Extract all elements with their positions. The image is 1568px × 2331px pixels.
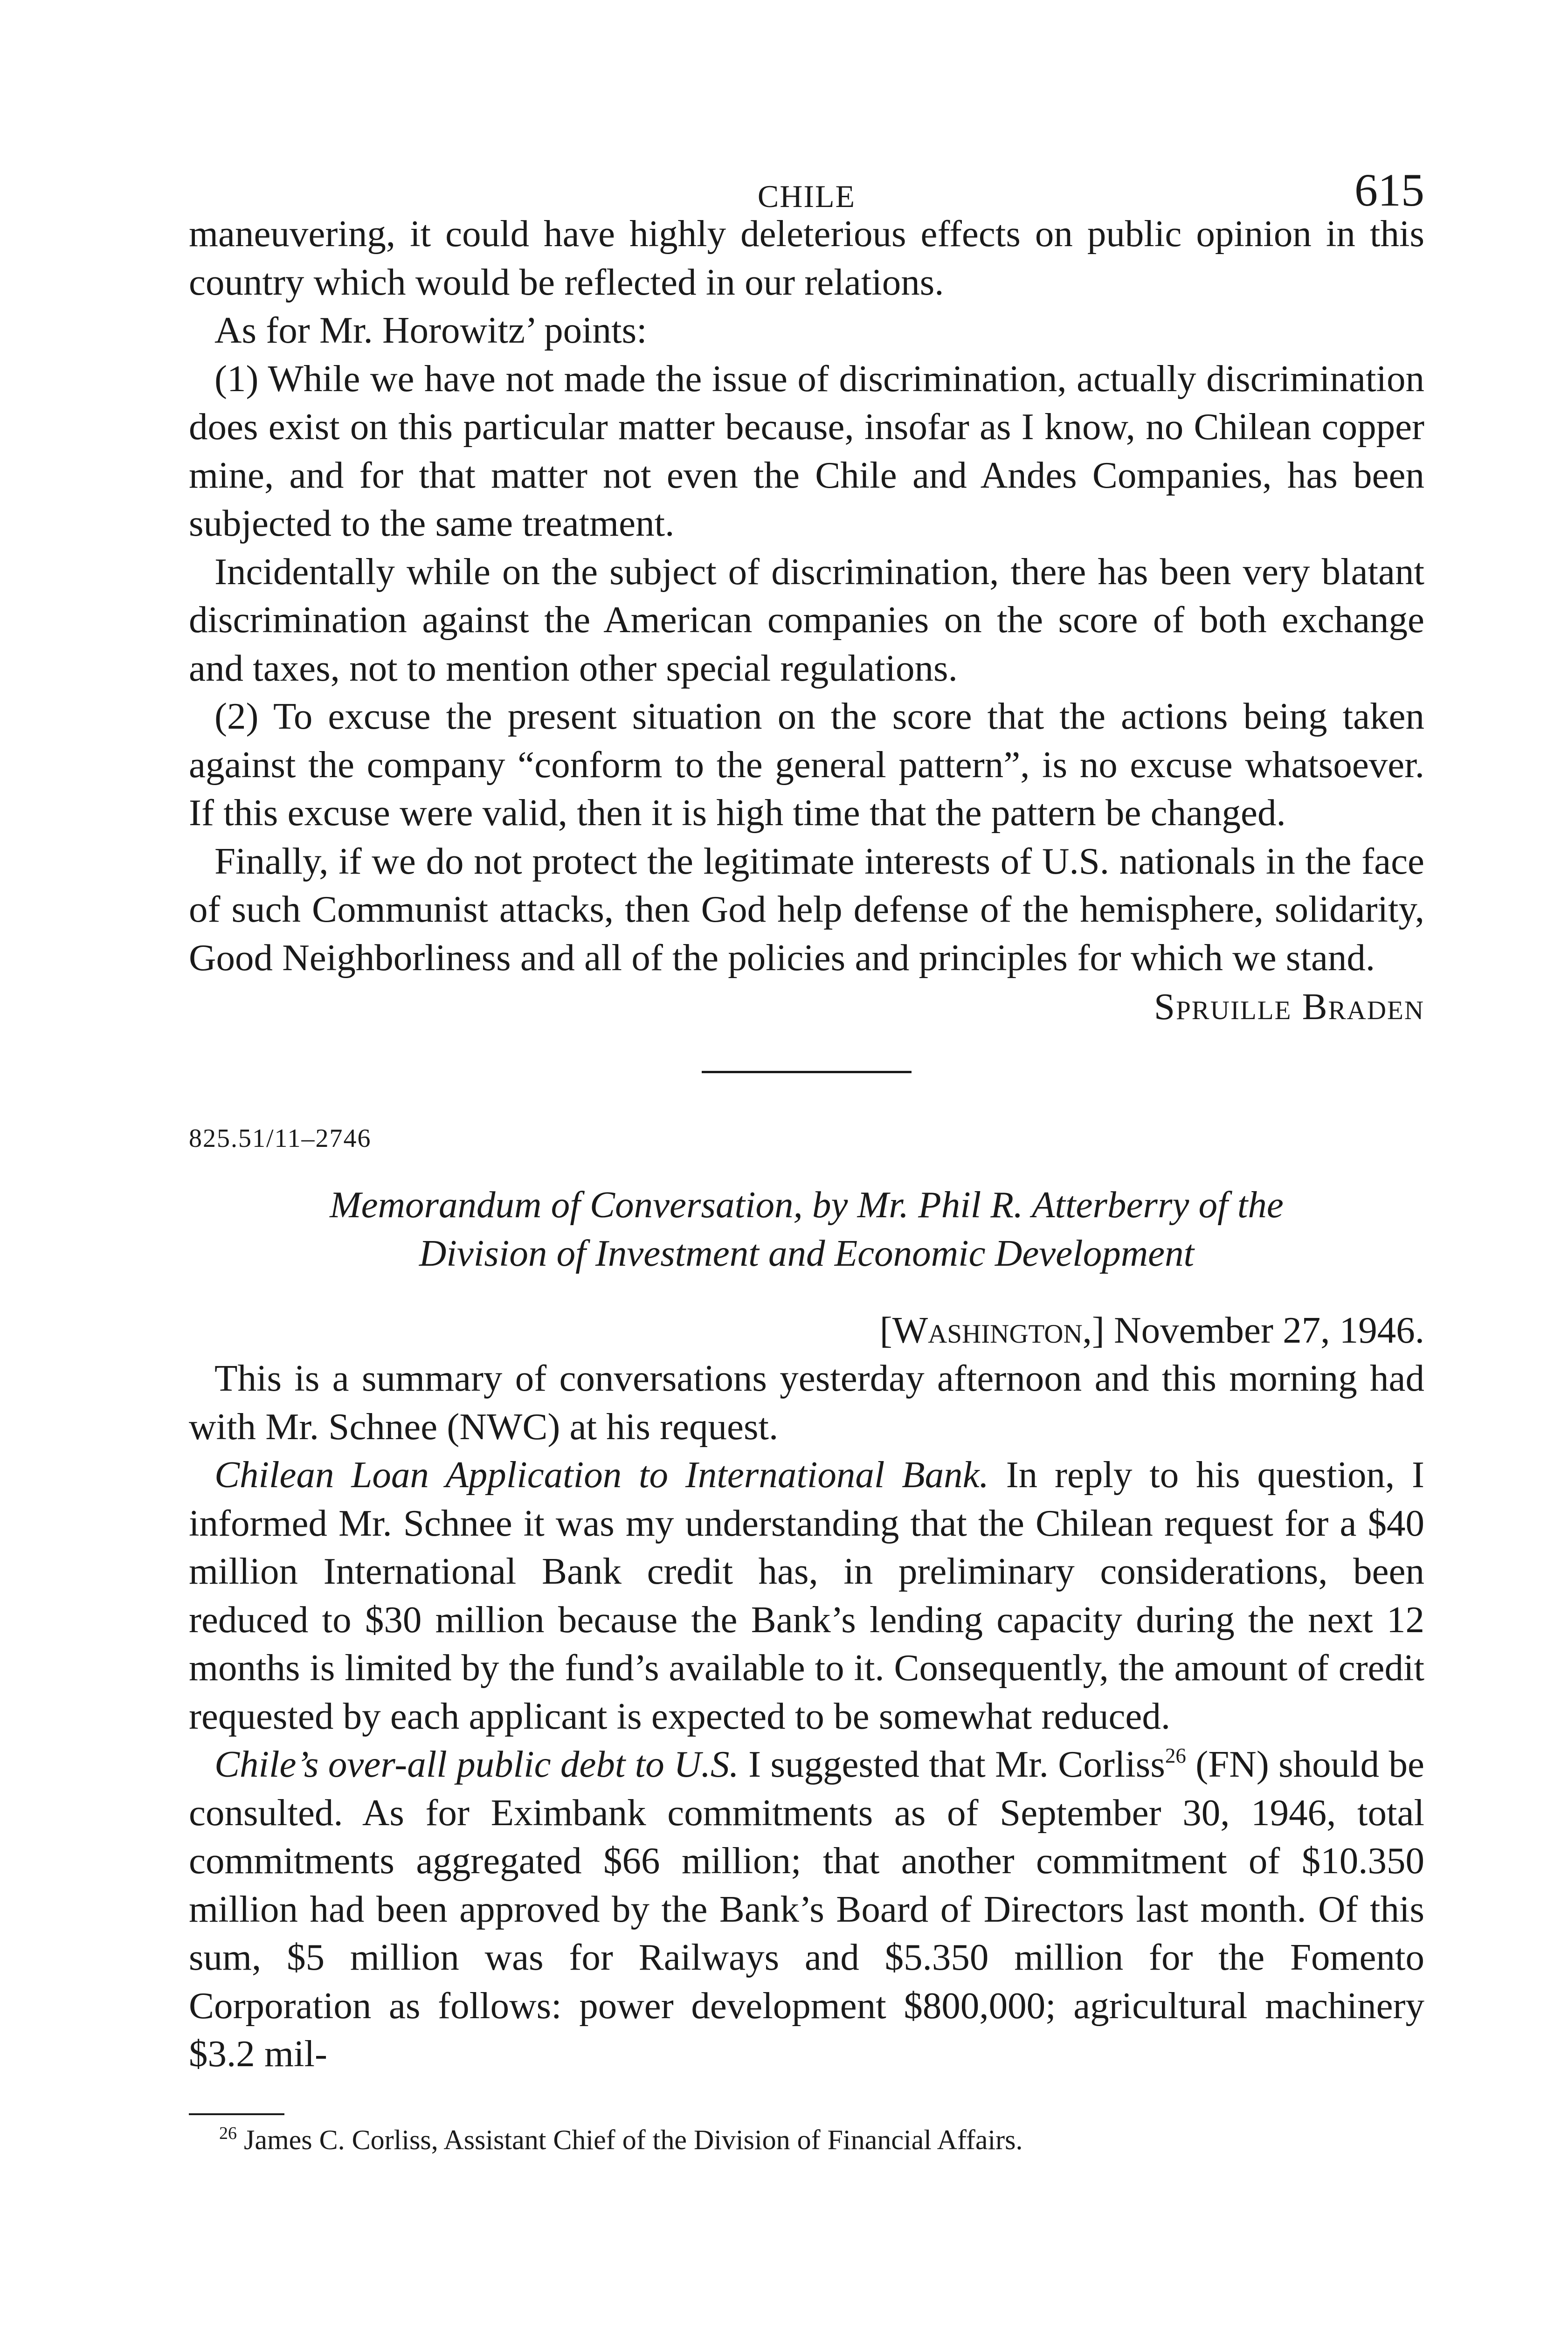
footnote-reference: 26 xyxy=(1165,1744,1186,1767)
paragraph: (2) To excuse the present situation on the score that the actions being taken against the company “conform to the general pattern”, is no excuse whatsoever. If this excuse were valid, then it is high time that the pattern be changed. xyxy=(189,695,1424,834)
footnote xyxy=(189,2122,1424,2158)
footnote-marker: 26 xyxy=(219,2123,237,2143)
signature: Spruille Braden xyxy=(1154,986,1424,1028)
paragraph-text: I suggested that Mr. Corliss xyxy=(748,1743,1165,1785)
paragraph: This is a summary of conversations yesterday afternoon and this morning had with Mr. Schnee (NWC) at his request. xyxy=(189,1357,1424,1448)
file-number: 825.51/11–2746 xyxy=(189,1124,372,1153)
paragraph-text: In reply to his question, I informed Mr. Schnee it was my understanding that the Chilean request for a $40 million International Bank credit has, in preliminary considerations, been reduced to $30 million because the Bank’s lending capacity during the next 12 months is limited by the fund’s available to it. Consequently, the amount of credit requested by each applicant is expected to be somewhat reduced. xyxy=(189,1454,1425,1737)
memorandum xyxy=(189,1122,1424,2078)
running-header xyxy=(189,159,1424,216)
paragraph: (1) While we have not made the issue of discrimination, actually discrimination does exist on this particular matter because, insofar as I know, no Chilean copper mine, and for that matter not even the Chile and Andes Companies, has been subjected to the same treatment. xyxy=(189,357,1424,544)
dateline xyxy=(189,1306,1424,1355)
running-title: CHILE xyxy=(757,179,856,214)
footnote-divider xyxy=(189,2113,284,2115)
document-page xyxy=(189,159,1424,2158)
footnote-text: James C. Corliss, Assistant Chief of the Division of Financial Affairs. xyxy=(244,2124,1023,2155)
page-number: 615 xyxy=(1354,164,1424,216)
document-title xyxy=(189,1180,1424,1277)
section-divider xyxy=(702,1071,912,1073)
title-line-2: Division of Investment and Economic Development xyxy=(419,1232,1195,1274)
dateline-date: November 27, 1946. xyxy=(1114,1309,1424,1351)
paragraph: Finally, if we do not protect the legitimate interests of U.S. nationals in the face of such Communist attacks, then God help defense of the hemisphere, solidarity, Good Neighborliness and all of the policies and principles for which we stand. xyxy=(189,840,1424,979)
paragraph: Incidentally while on the subject of discrimination, there has been very blatant discrimination against the American companies on the score of both exchange and taxes, not to mention other special regulations. xyxy=(189,550,1424,689)
paragraph xyxy=(189,1740,1424,2078)
paragraph: As for Mr. Horowitz’ points: xyxy=(214,309,647,351)
paragraph-heading: Chile’s over-all public debt to U.S. xyxy=(214,1743,739,1785)
title-line-1: Memorandum of Conversation, by Mr. Phil R. Atterberry of the xyxy=(330,1183,1284,1226)
paragraph xyxy=(189,1451,1424,1740)
dateline-place: [Washington,] xyxy=(879,1309,1105,1351)
letter-continuation xyxy=(189,210,1424,1031)
paragraph: maneuvering, it could have highly deleterious effects on public opinion in this country which would be reflected in our relations. xyxy=(189,213,1424,303)
paragraph-heading: Chilean Loan Application to International Bank. xyxy=(214,1454,989,1496)
paragraph-text: (FN) should be consulted. As for Eximbank commitments as of September 30, 1946, total commitments aggregated $66 million; that another commitment of $10.350 million had been approved by the Bank’s Board of Directors last month. Of this sum, $5 million was for Railways and $5.350 million for the Fomento Corporation as follows: power development $800,000; agricultural machinery $3.2 mil- xyxy=(189,1743,1424,2075)
